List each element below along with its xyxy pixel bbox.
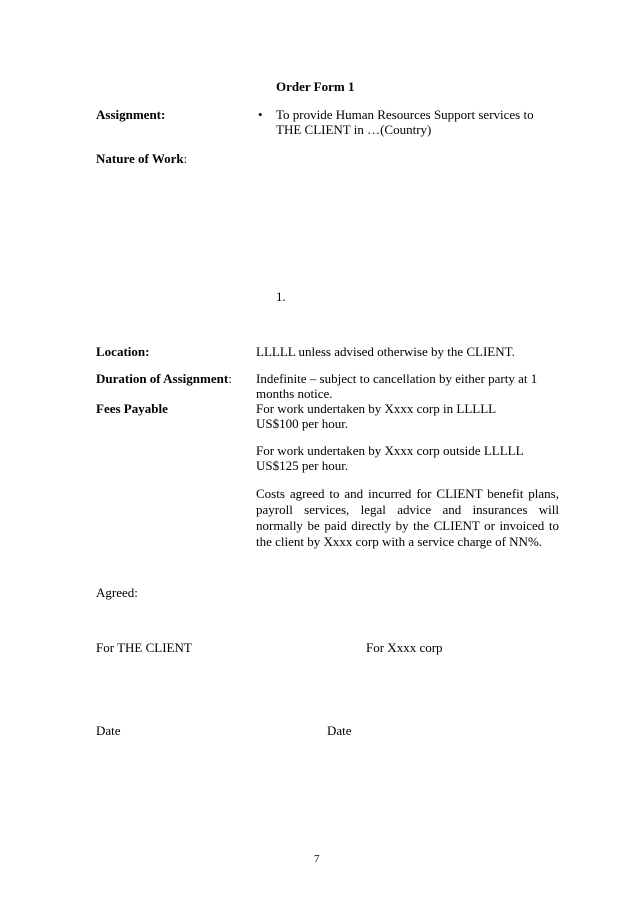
assignment-line-1: To provide Human Resources Support services to (276, 107, 534, 122)
assignment-label: Assignment: (96, 107, 166, 122)
duration-label-text: Duration of Assignment (96, 371, 229, 386)
fees-para1-line-1: For work undertaken by Xxxx corp in LLLLL (256, 401, 497, 416)
page-number: 7 (314, 853, 320, 865)
fees-para2-line-2: US$125 per hour. (256, 458, 349, 473)
signature-provider-label: For Xxxx corp (366, 640, 443, 655)
bullet-icon: • (258, 107, 263, 122)
date-client-label: Date (96, 723, 121, 738)
duration-label (96, 371, 232, 387)
fees-para3: Costs agreed to and incurred for CLIENT benefit plans, payroll services, legal advice and insurances will normally be paid directly by the CLIENT or invoiced to the client by Xxxx corp with a service charge of NN%. (256, 486, 559, 549)
nature-of-work-colon: : (183, 151, 188, 166)
page-title: Order Form 1 (276, 79, 355, 94)
fees-label: Fees Payable (96, 401, 168, 416)
nature-of-work-label (96, 151, 187, 167)
location-value: LLLLL unless advised otherwise by the CLIENT. (256, 344, 515, 359)
nature-of-work-label-text: Nature of Work (96, 151, 184, 166)
duration-line-2: months notice. (256, 386, 333, 401)
assignment-line-2: THE CLIENT in …(Country) (276, 122, 432, 137)
nature-of-work-item-number: 1. (276, 289, 286, 304)
duration-colon: : (228, 371, 232, 386)
fees-para2-line-1: For work undertaken by Xxxx corp outside LLLLL (256, 443, 524, 458)
signature-client-label: For THE CLIENT (96, 640, 192, 655)
location-label: Location: (96, 344, 150, 359)
duration-line-1: Indefinite – subject to cancellation by either party at 1 (256, 371, 538, 386)
agreed-label: Agreed: (96, 585, 138, 600)
fees-para1-line-2: US$100 per hour. (256, 416, 349, 431)
date-provider-label: Date (327, 723, 352, 738)
